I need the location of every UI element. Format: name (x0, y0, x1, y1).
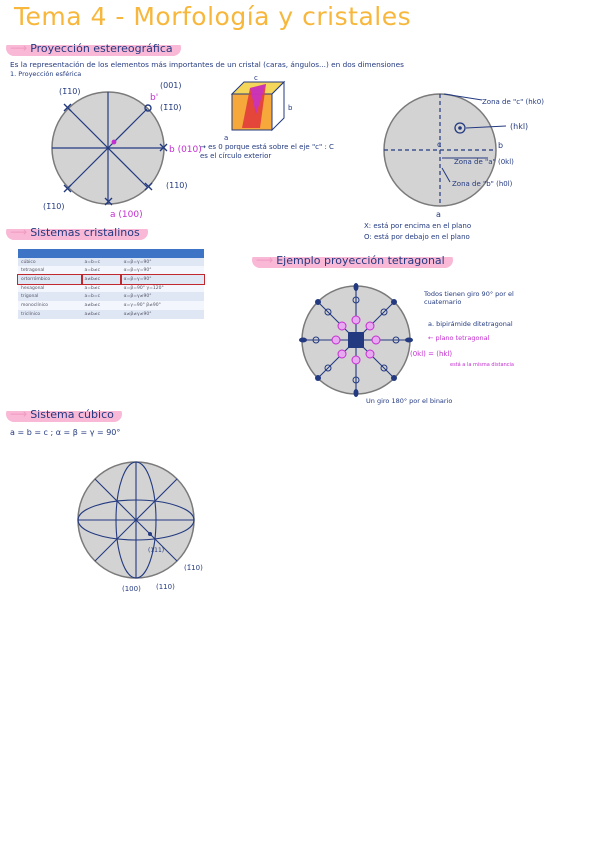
right-a-label: a (436, 210, 441, 219)
cube-label-c: c (254, 74, 258, 82)
stereo-projection-left (28, 78, 218, 228)
section-cubic (6, 406, 122, 422)
pole-001: (001) (160, 81, 182, 90)
zone-b-label: Zona de "b" (h0l) (452, 180, 513, 188)
cubic-label-111: (111) (148, 547, 165, 554)
systems-table (18, 249, 204, 319)
zone-c-label: Zona de "c" (hk0) (482, 98, 544, 106)
section-systems (6, 224, 148, 240)
table-row: monoclínico a≠b≠c α=γ=90° β≠90° (18, 301, 204, 310)
cube-label-a: a (224, 134, 229, 142)
legend-o: O: está por debajo en el plano (364, 233, 470, 241)
note-rotation-180: Un giro 180° por el binario (366, 397, 453, 405)
note-exterior-circle: → es 0 porque está sobre el eje "c" : C es el círculo exterior (200, 143, 334, 160)
table-row: triclínico a≠b≠c α≠β≠γ≠90° (18, 310, 204, 319)
label-a-100: a (100) (110, 210, 143, 220)
note-tetragonal-plane: ← plano tetragonal (428, 334, 490, 342)
crystal-cube (220, 74, 300, 144)
section-projection (6, 40, 181, 56)
arrow-icon: ⟶ (10, 407, 28, 421)
arrow-icon: ⟶ (10, 41, 28, 55)
label-b-prime: b' (150, 93, 159, 103)
section-systems-label: Sistemas cristalinos (30, 226, 140, 239)
right-b-label: b (498, 141, 504, 150)
right-c-label: c (437, 140, 442, 149)
zone-a-label: Zona de "a" (0kl) (454, 158, 514, 166)
table-row-selected: ortorrómbico a≠b≠c α=β=γ=90° (18, 275, 204, 284)
definition-text: Es la representación de los elementos más importantes de un cristal (caras, ángulos...) en dos dimensiones (10, 60, 404, 69)
note-rotation-90: Todos tienen giro 90° por el cuaternario (424, 290, 514, 306)
table-row: tetragonal a=b≠c α=β=γ=90° (18, 266, 204, 275)
cubic-label-110: (110) (156, 583, 175, 591)
cubic-projection (72, 458, 222, 598)
cubic-label-1bar10: (1̄10) (184, 564, 203, 572)
section-projection-label: Proyección estereográfica (30, 42, 173, 55)
pole-110: (110) (166, 181, 188, 190)
page-title: Tema 4 - Morfología y cristales (14, 2, 412, 31)
arrow-icon: ⟶ (10, 225, 28, 239)
section-cubic-label: Sistema cúbico (30, 408, 114, 421)
pole-1bar10-bot: (1̄10) (43, 202, 65, 211)
subtitle-spherical: 1. Proyección esférica (10, 70, 82, 78)
legend-x: X: está por encima en el plano (364, 222, 472, 230)
table-row: trigonal a=b=c α=β=γ≠90° (18, 292, 204, 301)
section-example (252, 252, 453, 268)
arrow-icon: ⟶ (256, 253, 274, 267)
table-row (18, 249, 204, 258)
systems-table-wrap (18, 249, 204, 319)
cubic-label-100: (100) (122, 585, 141, 593)
pole-1bar1bar0: (1̄1̄0) (160, 103, 182, 112)
table-row: cúbico a=b=c α=β=γ=90° (18, 258, 204, 267)
pole-1bar10-top: (1̄10) (59, 87, 81, 96)
cube-label-b: b (288, 104, 293, 112)
cubic-relation: a = b = c ; α = β = γ = 90° (10, 428, 121, 437)
label-b-010: b (010) (169, 145, 202, 155)
table-row: hexagonal a=b≠c α=β=90° γ=120° (18, 284, 204, 293)
note-0kl-hkl: (0kl) = (hkl) (410, 350, 453, 358)
note-bipyramid: a. bipirámide ditetragonal (428, 320, 513, 328)
tetragonal-projection (296, 280, 426, 400)
note-same-distance: está a la misma distancia (450, 362, 514, 368)
hkl-label: (hkl) (510, 122, 529, 131)
section-example-label: Ejemplo proyección tetragonal (276, 254, 445, 267)
